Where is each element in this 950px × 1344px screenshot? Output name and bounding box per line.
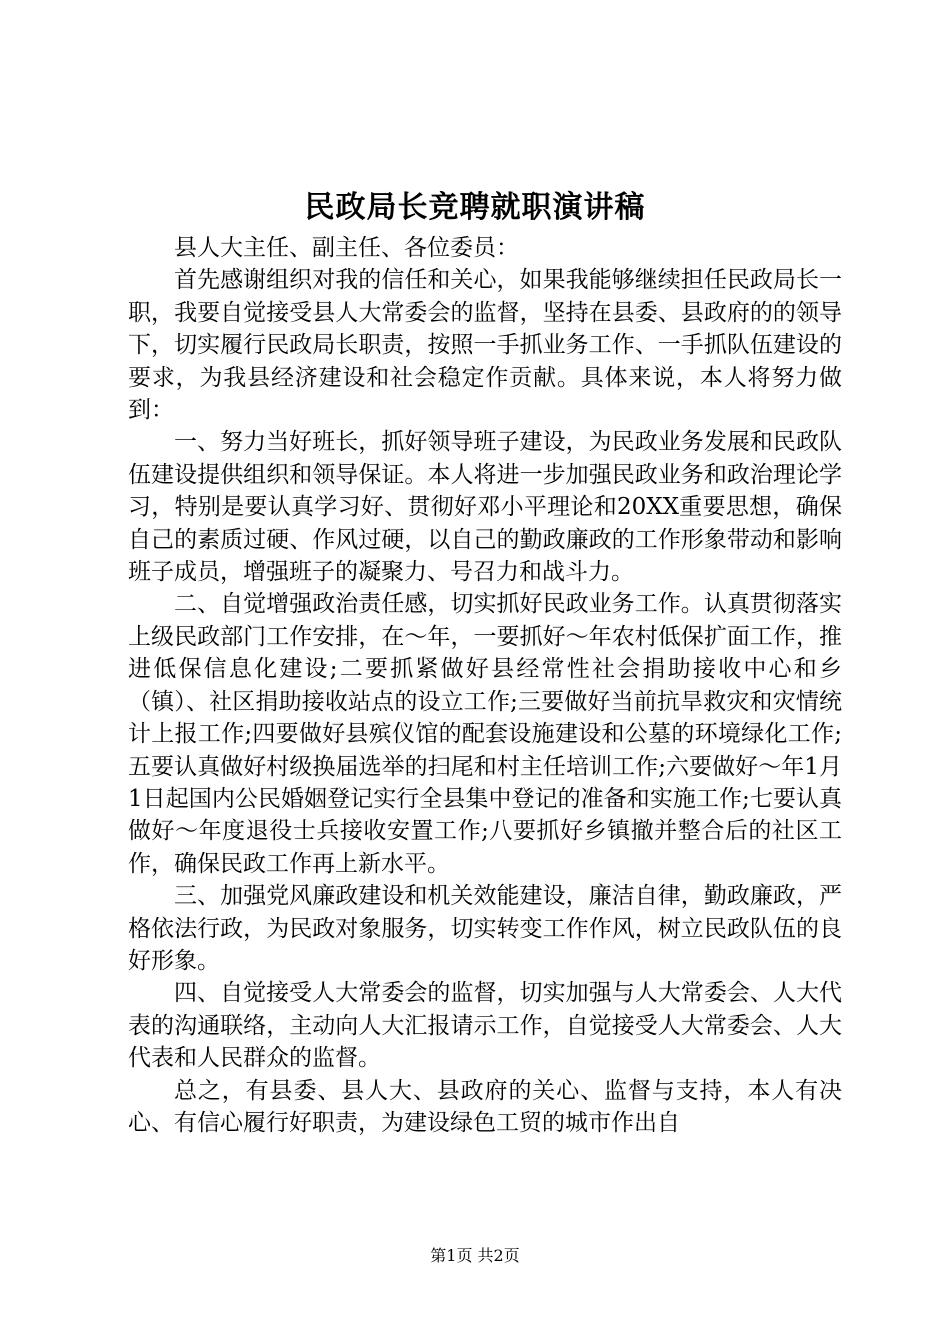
paragraph-point-4: 四、自觉接受人大常委会的监督，切实加强与人大常委会、人大代表的沟通联络，主动向人大汇报请示工作，自觉接受人大常委会、人大代表和人民群众的监督。 xyxy=(128,980,842,1072)
paragraph-point-2: 二、自觉增强政治责任感，切实抓好民政业务工作。认真贯彻落实上级民政部门工作安排，在～年，一要抓好～年农村低保扩面工作，推进低保信息化建设;二要抓紧做好县经常性社会捐助接收中心和乡（镇）、社区捐助接收站点的设立工作;三要做好当前抗旱救灾和灾情统计上报工作;四要做好县殡仪馆的配套设施建设和公墓的环境绿化工作;五要认真做好村级换届选举的扫尾和村主任培训工作;六要做好～年1月1日起国内公民婚姻登记实行全县集中登记的准备和实施工作;七要认真做好～年度退役士兵接收安置工作;八要抓好乡镇撤并整合后的社区工作，确保民政工作再上新水平。 xyxy=(128,591,842,877)
page-number: 第1页 共2页 xyxy=(430,1246,520,1265)
document-body xyxy=(128,232,842,1139)
paragraph-intro: 首先感谢组织对我的信任和关心，如果我能够继续担任民政局长一职，我要自觉接受县人大常委会的监督，坚持在县委、县政府的的领导下，切实履行民政局长职责，按照一手抓业务工作、一手抓队伍建设的要求，为我县经济建设和社会稳定作贡献。具体来说，本人将努力做到： xyxy=(128,267,842,424)
salutation: 县人大主任、副主任、各位委员： xyxy=(174,235,519,261)
paragraph-conclusion: 总之，有县委、县人大、县政府的关心、监督与支持，本人有决心、有信心履行好职责，为建设绿色工贸的城市作出自 xyxy=(128,1077,842,1136)
paragraph-point-3: 三、加强党风廉政建设和机关效能建设，廉洁自律，勤政廉政，严格依法行政，为民政对象服务，切实转变工作作风，树立民政队伍的良好形象。 xyxy=(128,883,842,974)
paragraph-point-1: 一、努力当好班长，抓好领导班子建设，为民政业务发展和民政队伍建设提供组织和领导保证。本人将进一步加强民政业务和政治理论学习，特别是要认真学习好、贯彻好邓小平理论和20XX重要思想，确保自己的素质过硬、作风过硬，以自己的勤政廉政的工作形象带动和影响班子成员，增强班子的凝聚力、号召力和战斗力。 xyxy=(128,429,842,586)
document-title: 民政局长竞聘就职演讲稿 xyxy=(304,190,646,225)
